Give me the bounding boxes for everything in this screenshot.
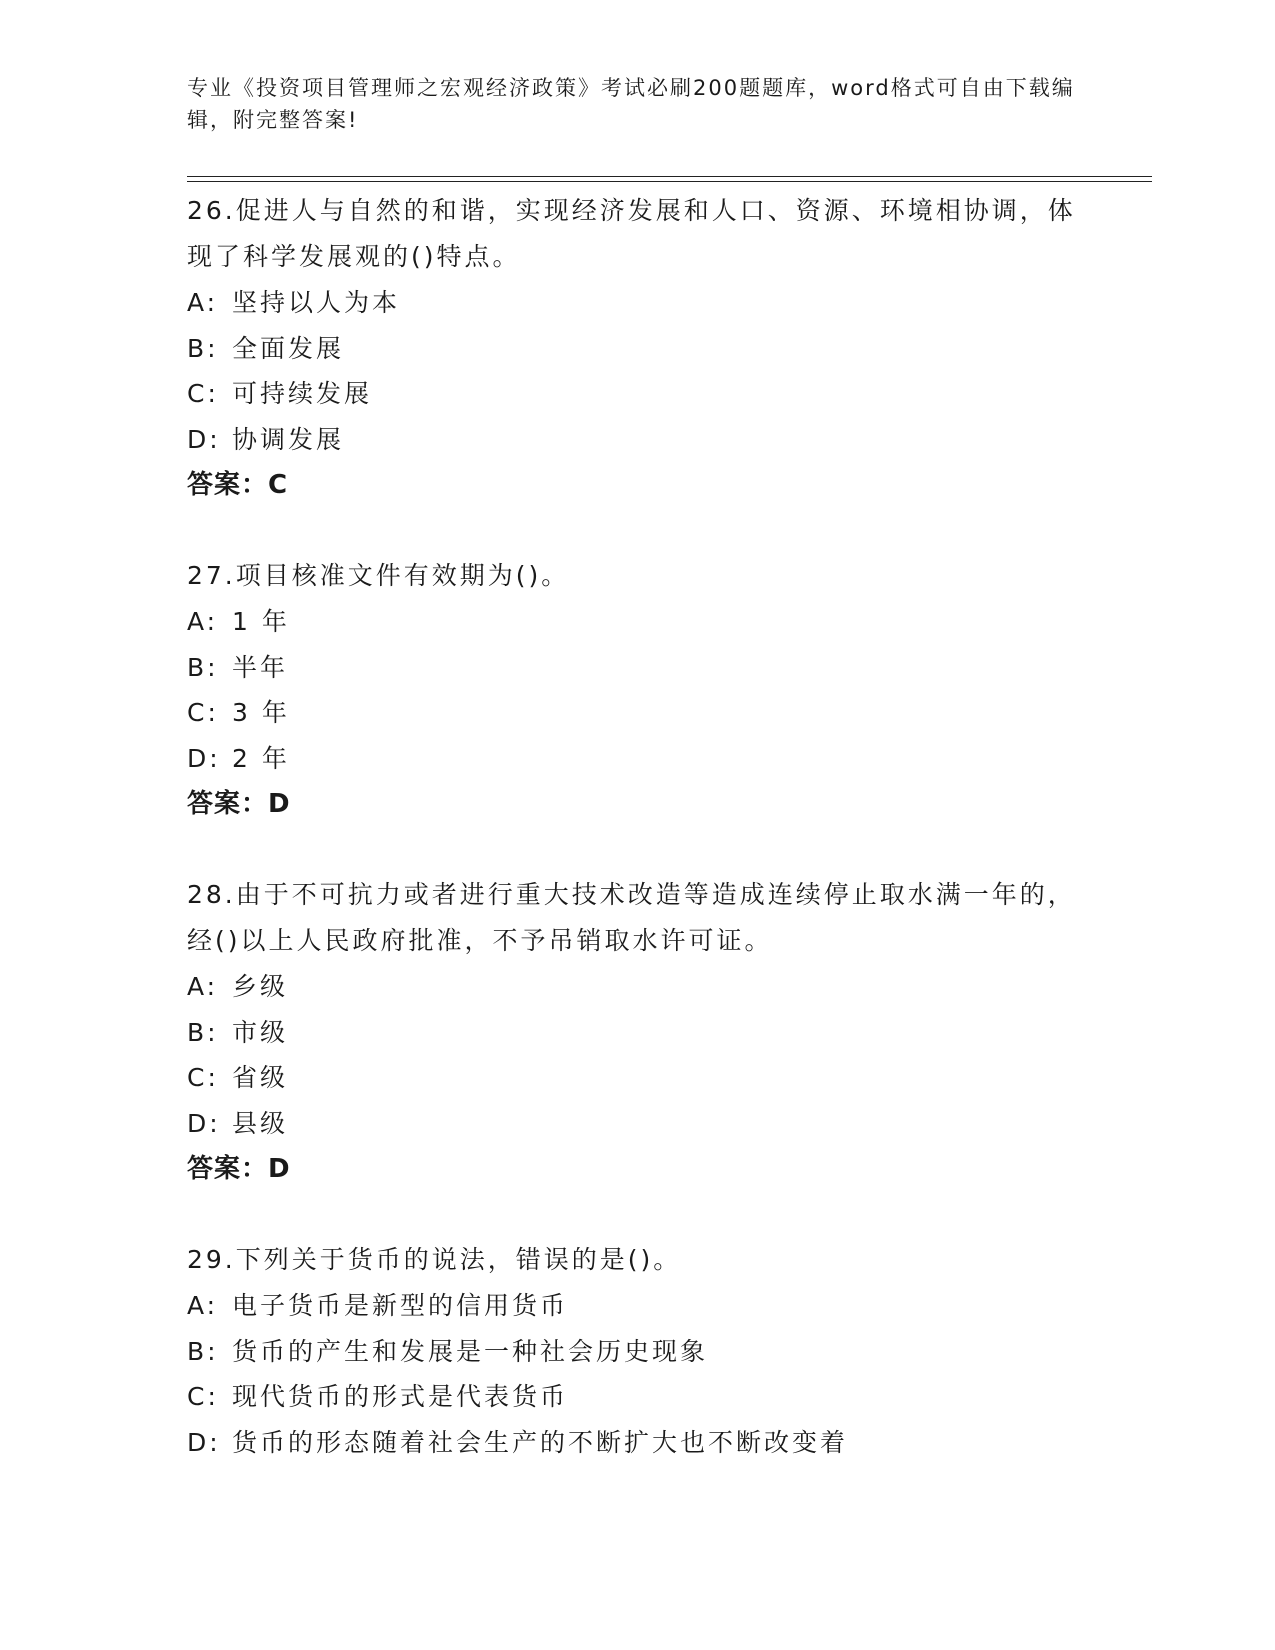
option-text: 电子货币是新型的信用货币 bbox=[232, 1291, 569, 1320]
option-d bbox=[187, 736, 1087, 782]
option-a bbox=[187, 280, 1087, 326]
option-letter: A: bbox=[187, 288, 219, 317]
answer-label: 答案： bbox=[187, 789, 269, 819]
option-letter: D: bbox=[187, 1427, 221, 1457]
document-header: 专业《投资项目管理师之宏观经济政策》考试必刷200题题库，word格式可自由下载编辑，附完整答案! bbox=[187, 76, 1075, 132]
answer-value: D bbox=[268, 1154, 291, 1184]
option-text: 1 年 bbox=[232, 607, 290, 636]
option-letter: B: bbox=[187, 1017, 219, 1047]
header-rule-top bbox=[187, 176, 1152, 177]
option-text: 现代货币的形式是代表货币 bbox=[232, 1382, 569, 1411]
option-text: 3 年 bbox=[232, 698, 290, 727]
option-a bbox=[187, 964, 1087, 1010]
option-text: 协调发展 bbox=[232, 424, 345, 454]
option-letter: B: bbox=[187, 1336, 219, 1366]
option-letter: C: bbox=[187, 698, 219, 727]
option-b bbox=[187, 1329, 1087, 1375]
answer-line bbox=[187, 1146, 1087, 1192]
option-letter: D: bbox=[187, 1108, 221, 1138]
option-c bbox=[187, 371, 1087, 417]
answer-label: 答案： bbox=[187, 1154, 269, 1184]
option-b bbox=[187, 326, 1087, 372]
question-stem: 27.项目核准文件有效期为()。 bbox=[187, 561, 570, 590]
option-text: 乡级 bbox=[232, 972, 289, 1001]
question-stem: 28.由于不可抗力或者进行重大技术改造等造成连续停止取水满一年的，经()以上人民政府批准，不予吊销取水许可证。 bbox=[187, 880, 1076, 955]
option-list bbox=[187, 599, 1087, 781]
question-26 bbox=[187, 188, 1087, 508]
option-letter: A: bbox=[187, 1291, 219, 1320]
option-text: 货币的形态随着社会生产的不断扩大也不断改变着 bbox=[232, 1427, 849, 1457]
option-d bbox=[187, 1420, 1087, 1466]
option-c bbox=[187, 1055, 1087, 1101]
question-29 bbox=[187, 1237, 1087, 1465]
option-list bbox=[187, 280, 1087, 462]
question-28 bbox=[187, 872, 1087, 1192]
option-text: 2 年 bbox=[232, 743, 290, 773]
option-letter: B: bbox=[187, 652, 219, 682]
answer-line bbox=[187, 462, 1087, 508]
option-text: 全面发展 bbox=[232, 333, 345, 363]
option-text: 坚持以人为本 bbox=[232, 288, 401, 317]
option-c bbox=[187, 1374, 1087, 1420]
option-text: 省级 bbox=[232, 1063, 289, 1092]
option-letter: C: bbox=[187, 1063, 219, 1092]
option-c bbox=[187, 690, 1087, 736]
option-text: 可持续发展 bbox=[232, 379, 373, 408]
question-stem: 29.下列关于货币的说法，错误的是()。 bbox=[187, 1245, 682, 1274]
option-d bbox=[187, 417, 1087, 463]
option-text: 市级 bbox=[232, 1017, 289, 1047]
option-list bbox=[187, 1283, 1087, 1465]
option-letter: A: bbox=[187, 607, 219, 636]
option-letter: A: bbox=[187, 972, 219, 1001]
answer-label: 答案： bbox=[187, 470, 269, 500]
option-letter: D: bbox=[187, 743, 221, 773]
header-rule-bottom bbox=[187, 181, 1152, 182]
answer-value: C bbox=[268, 470, 289, 500]
option-letter: B: bbox=[187, 333, 219, 363]
option-letter: C: bbox=[187, 379, 219, 408]
option-d bbox=[187, 1101, 1087, 1147]
option-a bbox=[187, 599, 1087, 645]
option-letter: D: bbox=[187, 424, 221, 454]
option-text: 县级 bbox=[232, 1108, 289, 1138]
answer-line bbox=[187, 781, 1087, 827]
option-text: 货币的产生和发展是一种社会历史现象 bbox=[232, 1336, 709, 1366]
question-stem: 26.促进人与自然的和谐，实现经济发展和人口、资源、环境相协调，体现了科学发展观的()特点。 bbox=[187, 196, 1076, 271]
option-text: 半年 bbox=[232, 652, 289, 682]
option-b bbox=[187, 1010, 1087, 1056]
option-letter: C: bbox=[187, 1382, 219, 1411]
option-list bbox=[187, 964, 1087, 1146]
answer-value: D bbox=[268, 789, 291, 819]
option-a bbox=[187, 1283, 1087, 1329]
option-b bbox=[187, 645, 1087, 691]
question-27 bbox=[187, 553, 1087, 827]
